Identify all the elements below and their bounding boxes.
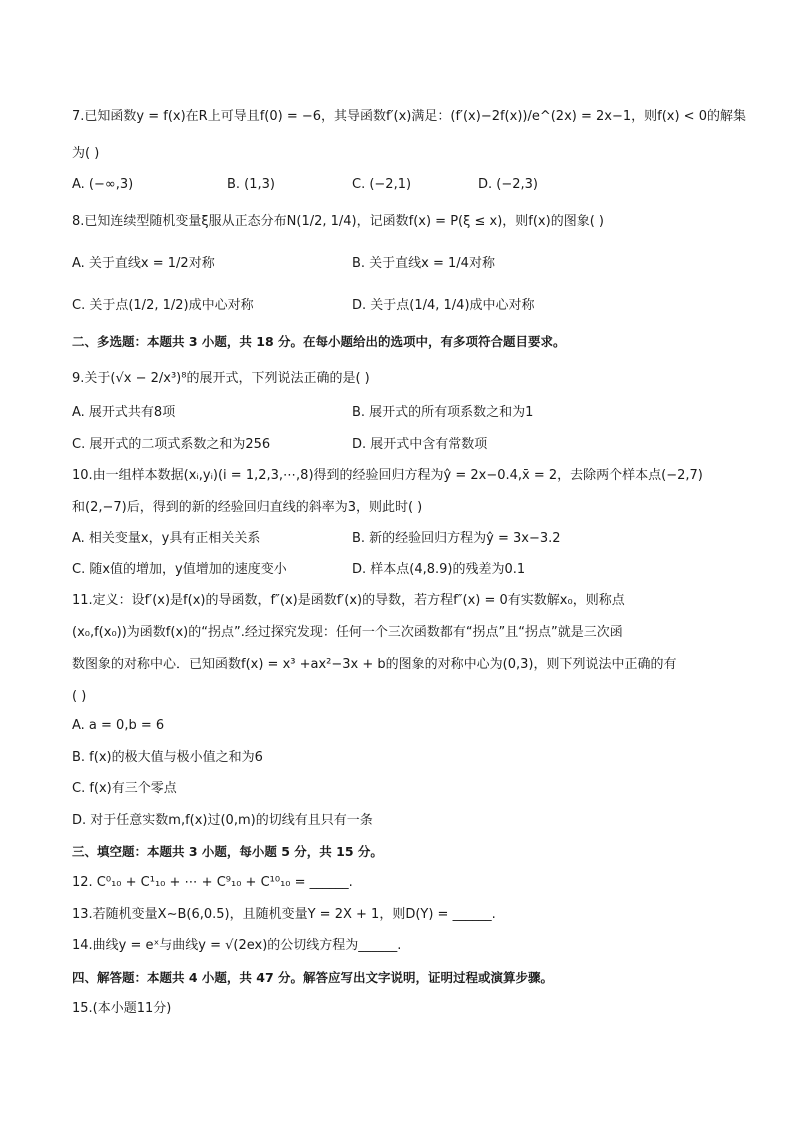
q10-C: C. 随x值的增加，y值增加的速度变小 [72,562,287,577]
q11-A: A. a = 0,b = 6 [72,718,165,733]
q9-stem: 9.关于(√x − 2/x³)⁸的展开式，下列说法正确的是( ) [72,371,370,386]
q8-D: D. 关于点(1/4, 1/4)成中心对称 [352,298,535,313]
q11-D: D. 对于任意实数m,f(x)过(0,m)的切线有且只有一条 [72,813,373,828]
q11-line3: 数图象的对称中心．已知函数f(x) = x³ +ax²−3x + b的图象的对称中心为(0,3)，则下列说法中正确的有 [72,657,677,672]
q13: 13.若随机变量X∼B(6,0.5)，且随机变量Y = 2X + 1，则D(Y) = ______. [72,907,496,922]
q7-C: C. (−2,1) [352,177,412,192]
q10-D: D. 样本点(4,8.9)的残差为0.1 [352,562,526,577]
q11-line4: ( ) [72,689,87,704]
sec2-heading: 二、多选题：本题共 3 小题，共 18 分。在每小题给出的选项中，有多项符合题目要求。 [72,334,566,349]
q9-B: B. 展开式的所有项系数之和为1 [352,405,534,420]
q10-B: B. 新的经验回归方程为ŷ = 3x−3.2 [352,531,561,546]
q10-line2: 和(2,−7)后，得到的新的经验回归直线的斜率为3，则此时( ) [72,500,423,515]
q11-C: C. f(x)有三个零点 [72,781,177,796]
sec3-heading: 三、填空题：本题共 3 小题，每小题 5 分，共 15 分。 [72,844,383,859]
q8-B: B. 关于直线x = 1/4对称 [352,256,495,271]
q10-line1: 10.由一组样本数据(xᵢ,yᵢ)(i = 1,2,3,⋯,8)得到的经验回归方程为ŷ = 2x−0.4,x̄ = 2，去除两个样本点(−2,7) [72,468,703,483]
q15: 15.(本小题11分) [72,1001,172,1016]
q9-C: C. 展开式的二项式系数之和为256 [72,437,271,452]
q7-B: B. (1,3) [227,177,276,192]
q11-B: B. f(x)的极大值与极小值之和为6 [72,750,263,765]
q7-line2: 为( ) [72,146,100,161]
q9-D: D. 展开式中含有常数项 [352,437,488,452]
q7-line1: 7.已知函数y = f(x)在R上可导且f(0) = −6，其导函数f′(x)满足：(f′(x)−2f(x))/e^(2x) = 2x−1，则f(x) < 0的解集 [72,109,746,124]
q9-A: A. 展开式共有8项 [72,405,176,420]
q10-A: A. 相关变量x，y具有正相关关系 [72,531,261,546]
q8-C: C. 关于点(1/2, 1/2)成中心对称 [72,298,254,313]
q8-A: A. 关于直线x = 1/2对称 [72,256,215,271]
q12: 12. C⁰₁₀ + C¹₁₀ + ⋯ + C⁹₁₀ + C¹⁰₁₀ = ______. [72,875,353,890]
q7-D: D. (−2,3) [478,177,538,192]
sec4-heading: 四、解答题：本题共 4 小题，共 47 分。解答应写出文字说明，证明过程或演算步骤。 [72,970,554,985]
q11-line2: (x₀,f(x₀))为函数f(x)的“拐点”.经过探究发现：任何一个三次函数都有“拐点”且“拐点”就是三次函 [72,625,623,640]
q8-stem: 8.已知连续型随机变量ξ服从正态分布N(1/2, 1/4)，记函数f(x) = P(ξ ≤ x)，则f(x)的图象( ) [72,214,604,229]
q7-A: A. (−∞,3) [72,177,134,192]
q14: 14.曲线y = eˣ与曲线y = √(2ex)的公切线方程为______. [72,938,402,953]
q11-line1: 11.定义：设f′(x)是f(x)的导函数，f″(x)是函数f′(x)的导数，若方程f″(x) = 0有实数解x₀，则称点 [72,593,625,608]
